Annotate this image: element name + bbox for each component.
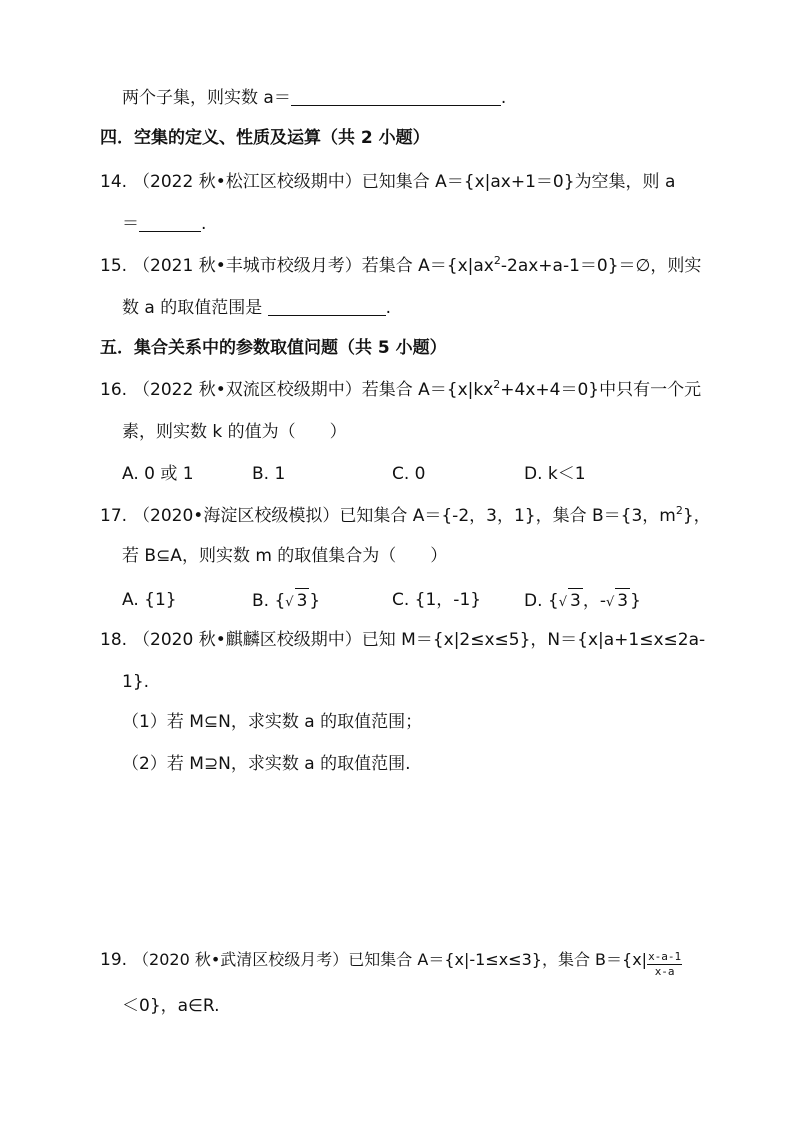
option-a[interactable]: A. 0 或 1: [122, 464, 194, 484]
section-5-title: 五．集合关系中的参数取值问题（共 5 小题）: [100, 338, 447, 358]
question-17: 17. （2020•海淀区校级模拟）已知集合 A＝{-2，3，1}，集合 B＝{3，$m^2$}，: [100, 504, 711, 526]
question-number: 19.: [100, 950, 128, 970]
q13-fragment-text: 两个子集，则实数 a＝: [122, 88, 291, 108]
question-19: 19. （2020 秋•武清区校级月考）已知集合 A＝{x|-1≤x≤3}，集合 B＝{x| $\frac{x-a-1}{x-a}$: [100, 950, 682, 978]
question-number: 16.: [100, 380, 128, 400]
option-b[interactable]: B. 1: [252, 464, 286, 484]
answer-blank[interactable]: [268, 297, 386, 316]
question-19-line2: ＜0}，a∈R.: [122, 996, 220, 1016]
question-18-part2: （2）若 M⊇N，求实数 a 的取值范围.: [122, 754, 411, 774]
option-c[interactable]: C. {1，-1}: [392, 590, 482, 610]
option-d[interactable]: D. {√ 3 ，-√ 3 }: [524, 588, 641, 615]
answer-blank[interactable]: [139, 213, 201, 232]
question-18-line2: 1}.: [122, 672, 150, 692]
question-17-line2: 若 B⊆A，则实数 m 的取值集合为（ ）: [122, 546, 448, 566]
answer-blank[interactable]: [291, 87, 501, 106]
question-16-line2: 素，则实数 k 的值为（ ）: [122, 422, 347, 442]
question-18-part1: （1）若 M⊆N，求实数 a 的取值范围；: [122, 712, 423, 732]
question-number: 15.: [100, 256, 128, 276]
option-d[interactable]: D. k＜1: [524, 464, 586, 484]
sqrt-icon: √: [285, 595, 294, 610]
question-14: 14. （2022 秋•松江区校级期中）已知集合 A＝{x|ax+1＝0}为空集，则 a: [100, 172, 676, 192]
q13-fragment: 两个子集，则实数 a＝ .: [122, 88, 507, 108]
question-18: 18. （2020 秋•麒麟区校级期中）已知 M＝{x|2≤x≤5}，N＝{x|a+1≤x≤2a-: [100, 630, 706, 650]
question-15: 15. （2021 秋•丰城市校级月考）若集合 $A=\{x|ax^2-2ax+a-1=0\}=\emptyset$，则实: [100, 254, 702, 276]
sqrt-icon: √: [605, 595, 615, 610]
section-4-title: 四．空集的定义、性质及运算（共 2 小题）: [100, 128, 430, 148]
question-14-line2: ＝ .: [122, 214, 207, 234]
question-number: 17.: [100, 506, 128, 526]
option-c[interactable]: C. 0: [392, 464, 426, 484]
question-number: 14.: [100, 172, 128, 192]
sqrt-icon: √: [558, 595, 568, 610]
question-15-line2: 数 a 的取值范围是 .: [122, 298, 392, 318]
question-number: 18.: [100, 630, 128, 650]
question-16: 16. （2022 秋•双流区校级期中）若集合 $A=\{x|kx^2+4x+4=0\}$中只有一个元: [100, 378, 702, 400]
option-a[interactable]: A. {1}: [122, 590, 177, 610]
option-b[interactable]: B. {√ 3 }: [252, 588, 320, 615]
fraction: $\frac{x-a-1}{x-a}$: [648, 950, 682, 978]
